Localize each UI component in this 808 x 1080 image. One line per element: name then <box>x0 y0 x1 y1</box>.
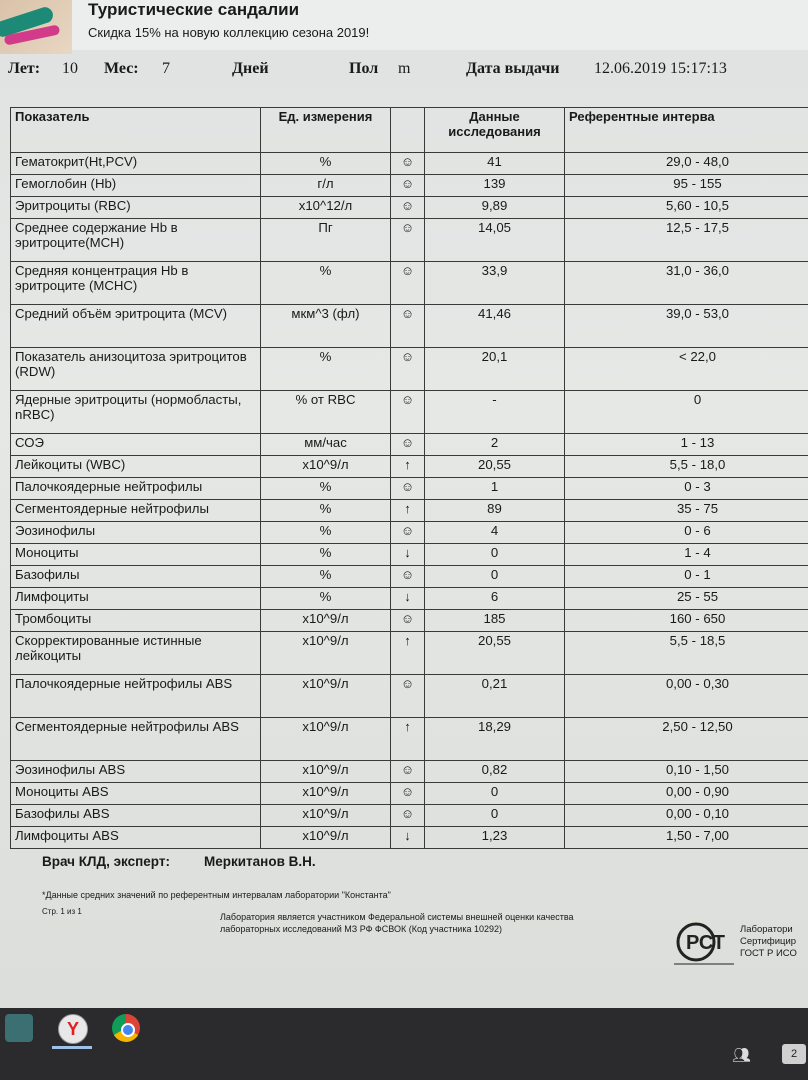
row-indicator-name: Лейкоциты (WBC) <box>11 456 261 478</box>
footnote: *Данные средних значений по референтным интервалам лаборатории "Константа" <box>42 890 391 900</box>
row-indicator-name: Лимфоциты <box>11 588 261 610</box>
row-value: 41,46 <box>425 305 565 348</box>
table-row <box>11 805 808 827</box>
row-unit: x10^9/л <box>261 783 391 805</box>
row-unit: % <box>261 500 391 522</box>
row-reference-range: 2,50 - 12,50 <box>565 718 808 761</box>
issue-date-value: 12.06.2019 15:17:13 <box>594 60 727 77</box>
doctor-name: Меркитанов В.Н. <box>204 854 316 869</box>
table-row <box>11 718 808 761</box>
row-unit: % от RBC <box>261 391 391 434</box>
row-value: 0,82 <box>425 761 565 783</box>
row-unit: мкм^3 (фл) <box>261 305 391 348</box>
table-row <box>11 500 808 522</box>
row-unit: % <box>261 566 391 588</box>
smiley-icon: ☺ <box>391 262 425 305</box>
row-indicator-name: Базофилы ABS <box>11 805 261 827</box>
notification-badge[interactable]: 2 <box>782 1044 806 1064</box>
row-indicator-name: Эритроциты (RBC) <box>11 197 261 219</box>
ad-banner[interactable] <box>0 0 808 50</box>
arrow-down-icon: ↓ <box>391 588 425 610</box>
row-unit: x10^9/л <box>261 632 391 675</box>
arrow-down-icon: ↓ <box>391 544 425 566</box>
cert-text-line2: Сертифицир <box>740 936 797 947</box>
row-indicator-name: СОЭ <box>11 434 261 456</box>
row-value: 1 <box>425 478 565 500</box>
row-reference-range: 0,00 - 0,30 <box>565 675 808 718</box>
row-value: 0 <box>425 783 565 805</box>
cert-text-line1: Лаборатори <box>740 924 793 935</box>
row-value: 4 <box>425 522 565 544</box>
arrow-up-icon: ↑ <box>391 500 425 522</box>
row-unit: x10^9/л <box>261 718 391 761</box>
row-indicator-name: Лимфоциты ABS <box>11 827 261 849</box>
row-indicator-name: Моноциты <box>11 544 261 566</box>
yandex-browser-icon[interactable] <box>58 1014 88 1044</box>
months-value: 7 <box>162 60 170 77</box>
row-unit: x10^9/л <box>261 675 391 718</box>
table-row <box>11 610 808 632</box>
ad-subtitle[interactable]: Скидка 15% на новую коллекцию сезона 2019! <box>88 25 370 40</box>
table-row <box>11 566 808 588</box>
ad-title[interactable]: Туристические сандалии <box>88 0 300 19</box>
header-indicator: Показатель <box>11 108 261 153</box>
row-indicator-name: Гематокрит(Ht,PCV) <box>11 153 261 175</box>
years-label: Лет: <box>8 60 41 77</box>
smiley-icon: ☺ <box>391 610 425 632</box>
row-unit: % <box>261 522 391 544</box>
years-value: 10 <box>62 60 78 77</box>
row-unit: Пг <box>261 219 391 262</box>
table-row <box>11 391 808 434</box>
arrow-up-icon: ↑ <box>391 718 425 761</box>
row-unit: г/л <box>261 175 391 197</box>
row-value: 20,55 <box>425 456 565 478</box>
row-value: 20,1 <box>425 348 565 391</box>
table-row <box>11 197 808 219</box>
smiley-icon: ☺ <box>391 305 425 348</box>
row-reference-range: 0 - 1 <box>565 566 808 588</box>
row-reference-range: 5,60 - 10,5 <box>565 197 808 219</box>
row-value: 2 <box>425 434 565 456</box>
row-value: 89 <box>425 500 565 522</box>
row-indicator-name: Скорректированные истинные лейкоциты <box>11 632 261 675</box>
smiley-icon: ☺ <box>391 783 425 805</box>
row-unit: x10^12/л <box>261 197 391 219</box>
row-reference-range: 0 - 6 <box>565 522 808 544</box>
table-row <box>11 522 808 544</box>
table-row <box>11 783 808 805</box>
row-value: 185 <box>425 610 565 632</box>
lab-note-line1: Лаборатория является участником Федеральной системы внешней оценки качества <box>220 912 574 922</box>
cert-text-line3: ГОСТ Р ИСО <box>740 948 797 959</box>
ad-image[interactable] <box>0 0 72 54</box>
table-row <box>11 588 808 610</box>
table-row <box>11 434 808 456</box>
row-unit: x10^9/л <box>261 456 391 478</box>
row-reference-range: 0,00 - 0,10 <box>565 805 808 827</box>
row-value: 139 <box>425 175 565 197</box>
row-reference-range: 0 - 3 <box>565 478 808 500</box>
row-unit: x10^9/л <box>261 827 391 849</box>
row-reference-range: 12,5 - 17,5 <box>565 219 808 262</box>
table-row <box>11 632 808 675</box>
months-label: Мес: <box>104 60 139 77</box>
logo-text: РСТ <box>686 932 726 954</box>
row-reference-range: 1,50 - 7,00 <box>565 827 808 849</box>
table-row <box>11 153 808 175</box>
row-indicator-name: Базофилы <box>11 566 261 588</box>
row-value: 0 <box>425 805 565 827</box>
row-value: 6 <box>425 588 565 610</box>
yandex-letter: Y <box>66 1019 79 1039</box>
doctor-role: Врач КЛД, эксперт: <box>42 854 170 869</box>
rst-certification-logo <box>672 918 738 966</box>
table-row <box>11 675 808 718</box>
smiley-icon: ☺ <box>391 478 425 500</box>
row-value: 33,9 <box>425 262 565 305</box>
table-row <box>11 827 808 849</box>
table-row <box>11 348 808 391</box>
row-reference-range: 0 <box>565 391 808 434</box>
row-value: 9,89 <box>425 197 565 219</box>
row-indicator-name: Эозинофилы <box>11 522 261 544</box>
active-app-indicator <box>52 1046 92 1049</box>
header-status <box>391 108 425 153</box>
smiley-icon: ☺ <box>391 197 425 219</box>
smiley-icon: ☺ <box>391 153 425 175</box>
row-value: - <box>425 391 565 434</box>
row-reference-range: 39,0 - 53,0 <box>565 305 808 348</box>
row-unit: % <box>261 544 391 566</box>
row-indicator-name: Сегментоядерные нейтрофилы ABS <box>11 718 261 761</box>
lab-note-line2: лабораторных исследований МЗ РФ ФСВОК (Код участника 10292) <box>220 924 503 934</box>
row-reference-range: 160 - 650 <box>565 610 808 632</box>
row-indicator-name: Показатель анизоцитоза эритроцитов (RDW) <box>11 348 261 391</box>
taskbar-app-icon[interactable] <box>5 1014 33 1042</box>
smiley-icon: ☺ <box>391 175 425 197</box>
row-reference-range: < 22,0 <box>565 348 808 391</box>
smiley-icon: ☺ <box>391 391 425 434</box>
smiley-icon: ☺ <box>391 675 425 718</box>
row-unit: x10^9/л <box>261 610 391 632</box>
smiley-icon: ☺ <box>391 522 425 544</box>
table-header-row <box>11 108 808 153</box>
arrow-down-icon: ↓ <box>391 827 425 849</box>
table-row <box>11 456 808 478</box>
table-row <box>11 305 808 348</box>
row-unit: % <box>261 153 391 175</box>
sex-value: m <box>398 60 411 77</box>
sex-label: Пол <box>349 60 379 77</box>
smiley-icon: ☺ <box>391 761 425 783</box>
row-reference-range: 29,0 - 48,0 <box>565 153 808 175</box>
smiley-icon: ☺ <box>391 219 425 262</box>
row-unit: % <box>261 478 391 500</box>
table-row <box>11 175 808 197</box>
row-unit: % <box>261 588 391 610</box>
row-indicator-name: Палочкоядерные нейтрофилы <box>11 478 261 500</box>
row-reference-range: 35 - 75 <box>565 500 808 522</box>
row-unit: x10^9/л <box>261 761 391 783</box>
row-unit: x10^9/л <box>261 805 391 827</box>
arrow-up-icon: ↑ <box>391 632 425 675</box>
row-reference-range: 1 - 4 <box>565 544 808 566</box>
row-reference-range: 1 - 13 <box>565 434 808 456</box>
row-value: 1,23 <box>425 827 565 849</box>
row-indicator-name: Эозинофилы ABS <box>11 761 261 783</box>
table-row <box>11 219 808 262</box>
row-value: 0 <box>425 544 565 566</box>
table-row <box>11 544 808 566</box>
row-value: 41 <box>425 153 565 175</box>
results-table <box>10 107 808 849</box>
row-indicator-name: Моноциты ABS <box>11 783 261 805</box>
row-indicator-name: Ядерные эритроциты (нормобласты, nRBC) <box>11 391 261 434</box>
row-unit: % <box>261 262 391 305</box>
row-reference-range: 0,10 - 1,50 <box>565 761 808 783</box>
page-number: Стр. 1 из 1 <box>42 907 82 916</box>
smiley-icon: ☺ <box>391 348 425 391</box>
chrome-icon[interactable] <box>112 1014 140 1042</box>
smiley-icon: ☺ <box>391 805 425 827</box>
row-indicator-name: Средняя концентрация Hb в эритроците (MCHC) <box>11 262 261 305</box>
header-data: Данные исследования <box>425 108 565 153</box>
row-reference-range: 95 - 155 <box>565 175 808 197</box>
header-unit: Ед. измерения <box>261 108 391 153</box>
issue-date-label: Дата выдачи <box>466 60 560 77</box>
row-indicator-name: Гемоглобин (Hb) <box>11 175 261 197</box>
row-reference-range: 5,5 - 18,5 <box>565 632 808 675</box>
table-row <box>11 761 808 783</box>
row-indicator-name: Среднее содержание Hb в эритроците(MCH) <box>11 219 261 262</box>
row-indicator-name: Средний объём эритроцита (MCV) <box>11 305 261 348</box>
row-value: 14,05 <box>425 219 565 262</box>
table-row <box>11 478 808 500</box>
people-icon[interactable]: 👥︎ <box>732 1047 752 1064</box>
smiley-icon: ☺ <box>391 434 425 456</box>
arrow-up-icon: ↑ <box>391 456 425 478</box>
header-reference: Референтные интерва <box>565 108 808 153</box>
row-value: 0 <box>425 566 565 588</box>
row-unit: % <box>261 348 391 391</box>
row-reference-range: 25 - 55 <box>565 588 808 610</box>
table-row <box>11 262 808 305</box>
row-value: 18,29 <box>425 718 565 761</box>
row-value: 0,21 <box>425 675 565 718</box>
row-value: 20,55 <box>425 632 565 675</box>
row-reference-range: 0,00 - 0,90 <box>565 783 808 805</box>
smiley-icon: ☺ <box>391 566 425 588</box>
row-indicator-name: Палочкоядерные нейтрофилы ABS <box>11 675 261 718</box>
row-unit: мм/час <box>261 434 391 456</box>
row-indicator-name: Сегментоядерные нейтрофилы <box>11 500 261 522</box>
row-indicator-name: Тромбоциты <box>11 610 261 632</box>
row-reference-range: 31,0 - 36,0 <box>565 262 808 305</box>
days-label: Дней <box>232 60 269 77</box>
row-reference-range: 5,5 - 18,0 <box>565 456 808 478</box>
